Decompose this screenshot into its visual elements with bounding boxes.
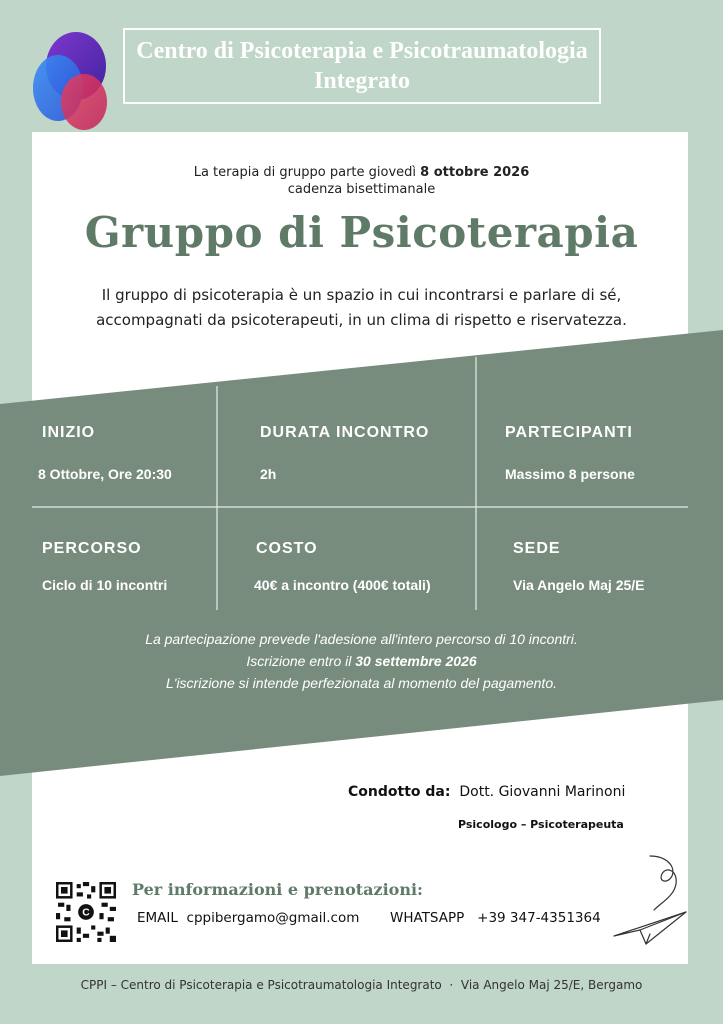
- svg-text:C: C: [82, 907, 90, 919]
- detail-label-costo: COSTO: [256, 540, 318, 557]
- notes-line3: L'iscrizione si intende perfezionata al momento del pagamento.: [165, 675, 557, 691]
- conductor-role: Psicologo – Psicoterapeuta: [458, 818, 624, 831]
- detail-label-inizio: INIZIO: [42, 424, 96, 441]
- qr-code-icon[interactable]: [56, 882, 116, 942]
- detail-label-durata: DURATA INCONTRO: [260, 424, 430, 441]
- footer-address: Via Angelo Maj 25/E, Bergamo: [460, 978, 643, 992]
- detail-value-costo: 40€ a incontro (400€ totali): [254, 577, 431, 593]
- notes-line1: La partecipazione prevede l'adesione all'intero percorso di 10 incontri.: [145, 631, 578, 647]
- description-line1: Il gruppo di psicoterapia è un spazio in cui incontrarsi e parlare di sé,: [101, 286, 622, 304]
- detail-value-sede: Via Angelo Maj 25/E: [513, 577, 645, 593]
- conductor-label: Condotto da:: [348, 784, 451, 800]
- detail-label-partecipanti: PARTECIPANTI: [505, 424, 633, 441]
- detail-value-durata: 2h: [260, 466, 277, 482]
- detail-label-sede: SEDE: [513, 540, 561, 557]
- whatsapp-number[interactable]: +39 347-4351364: [477, 910, 601, 926]
- description-line2: accompagnati da psicoterapeuti, in un clima di rispetto e riservatezza.: [96, 311, 627, 329]
- paper-plane-icon: [606, 854, 690, 950]
- detail-value-inizio: 8 Ottobre, Ore 20:30: [38, 466, 172, 482]
- enrollment-notes: [0, 628, 723, 694]
- notes-deadline: 30 settembre 2026: [355, 653, 477, 669]
- intro-line2: cadenza bisettimanale: [287, 182, 436, 197]
- footer: [0, 978, 723, 992]
- detail-value-partecipanti: Massimo 8 persone: [505, 466, 635, 482]
- whatsapp-label: WHATSAPP: [389, 910, 465, 926]
- page-title: Gruppo di Psicoterapia: [84, 208, 639, 257]
- info-title: Per informazioni e prenotazioni:: [132, 880, 423, 899]
- contact-line: [137, 910, 601, 926]
- header-title-line2: Integrato: [314, 68, 410, 94]
- email-label: EMAIL: [137, 910, 178, 926]
- notes-line2-prefix: Iscrizione entro il: [246, 653, 356, 669]
- detail-label-percorso: PERCORSO: [42, 540, 142, 557]
- header-title-line1: Centro di Psicoterapia e Psicotraumatologia: [136, 38, 588, 64]
- intro-start-date: 8 ottobre 2026: [420, 165, 530, 180]
- footer-separator: ·: [449, 978, 454, 992]
- footer-org: CPPI – Centro di Psicoterapia e Psicotraumatologia Integrato: [80, 978, 442, 992]
- intro-line1-prefix: La terapia di gruppo parte giovedì: [193, 165, 421, 180]
- conductor-name: Dott. Giovanni Marinoni: [459, 784, 626, 800]
- conductor: [348, 784, 625, 800]
- detail-value-percorso: Ciclo di 10 incontri: [42, 577, 168, 593]
- email-link[interactable]: cppibergamo@gmail.com: [186, 910, 360, 926]
